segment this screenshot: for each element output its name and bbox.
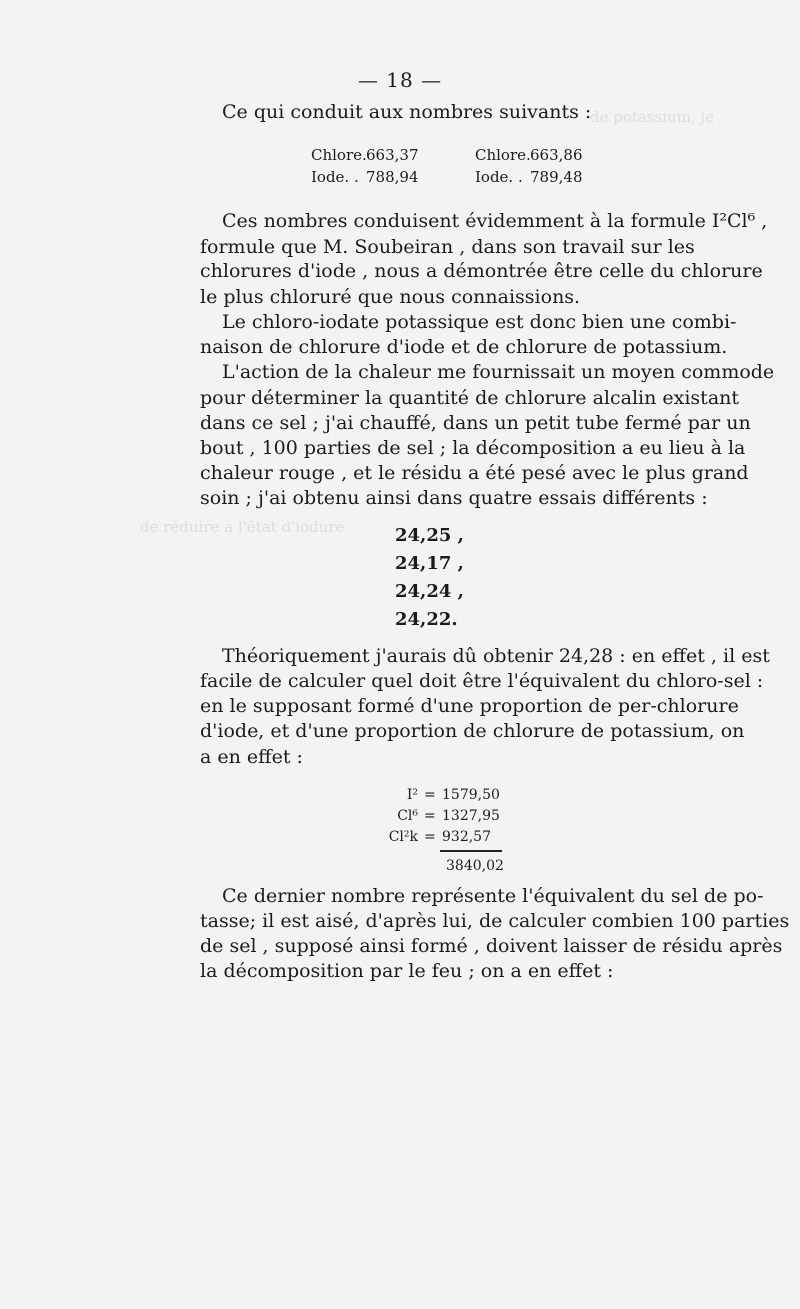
calc-row — [368, 808, 500, 829]
table-row — [311, 146, 583, 168]
cell-value: 663,86 — [530, 146, 583, 164]
bleed-through-text: de potassium, je — [590, 108, 714, 126]
results-list — [395, 525, 464, 637]
text-line: naison de chlorure d'iode et de chlorure de potassium. — [200, 336, 728, 358]
text-line: dans ce sel ; j'ai chauffé, dans un petit tube fermé par un — [200, 412, 751, 434]
text-line: le plus chloruré que nous connaissions. — [200, 286, 581, 308]
text-line: Théoriquement j'aurais dû obtenir 24,28 : en effet , il est — [222, 645, 770, 667]
text-line: tasse; il est aisé, d'après lui, de calculer combien 100 parties — [200, 910, 790, 932]
text-line: facile de calculer quel doit être l'équivalent du chloro-sel : — [200, 670, 764, 692]
calc-total: 3840,02 — [446, 858, 504, 874]
text-line: chlorures d'iode , nous a démontrée être celle du chlorure — [200, 260, 763, 282]
text-line: Le chloro-iodate potassique est donc bien une combi- — [222, 311, 737, 333]
cell-label: Chlore. — [475, 146, 531, 164]
text-line: chaleur rouge , et le résidu a été pesé avec le plus grand — [200, 462, 749, 484]
cell-value: 663,37 — [366, 146, 419, 164]
calc-equals: = — [424, 808, 436, 824]
text-line: la décomposition par le feu ; on a en effet : — [200, 960, 614, 982]
cell-label: Chlore. — [311, 146, 367, 164]
calc-label: Cl²k — [388, 829, 418, 845]
cell-value: 789,48 — [530, 168, 583, 186]
text-line: soin ; j'ai obtenu ainsi dans quatre essais différents : — [200, 487, 708, 509]
calc-row — [368, 829, 500, 850]
calc-label: Cl⁶ — [397, 808, 418, 824]
cell-label: Iode. . — [311, 168, 359, 186]
text-line: d'iode, et d'une proportion de chlorure de potassium, on — [200, 720, 745, 742]
sum-rule — [440, 850, 502, 852]
text-line: Ce dernier nombre représente l'équivalent du sel de po- — [222, 885, 764, 907]
calc-value: 1327,95 — [442, 808, 500, 824]
cell-value: 788,94 — [366, 168, 419, 186]
element-table — [311, 146, 583, 190]
result-value: 24,22. — [395, 609, 458, 630]
calc-equals: = — [424, 829, 436, 845]
text-line: a en effet : — [200, 746, 303, 768]
text-line: bout , 100 parties de sel ; la décomposition a eu lieu à la — [200, 437, 746, 459]
calc-equals: = — [424, 787, 436, 803]
calc-label: I² — [406, 787, 418, 803]
result-value: 24,25 , — [395, 525, 464, 546]
text-line: de sel , supposé ainsi formé , doivent laisser de résidu après — [200, 935, 783, 957]
equivalent-calculation — [368, 787, 500, 850]
cell-label: Iode. . — [475, 168, 523, 186]
text-line: formule que M. Soubeiran , dans son travail sur les — [200, 236, 695, 258]
bleed-through-text: de réduire à l'état d'iodure — [140, 518, 345, 536]
text-line: L'action de la chaleur me fournissait un moyen commode — [222, 361, 775, 383]
calc-value: 932,57 — [442, 829, 491, 845]
result-value: 24,17 , — [395, 553, 464, 574]
table-row — [311, 168, 583, 190]
text-line: pour déterminer la quantité de chlorure alcalin existant — [200, 387, 740, 409]
intro-line: Ce qui conduit aux nombres suivants : — [222, 101, 592, 123]
calc-value: 1579,50 — [442, 787, 500, 803]
result-value: 24,24 , — [395, 581, 464, 602]
page-number: — 18 — — [357, 68, 443, 92]
text-line: Ces nombres conduisent évidemment à la formule I²Cl⁶ , — [222, 210, 768, 232]
text-line: en le supposant formé d'une proportion de per-chlorure — [200, 695, 739, 717]
calc-row — [368, 787, 500, 808]
